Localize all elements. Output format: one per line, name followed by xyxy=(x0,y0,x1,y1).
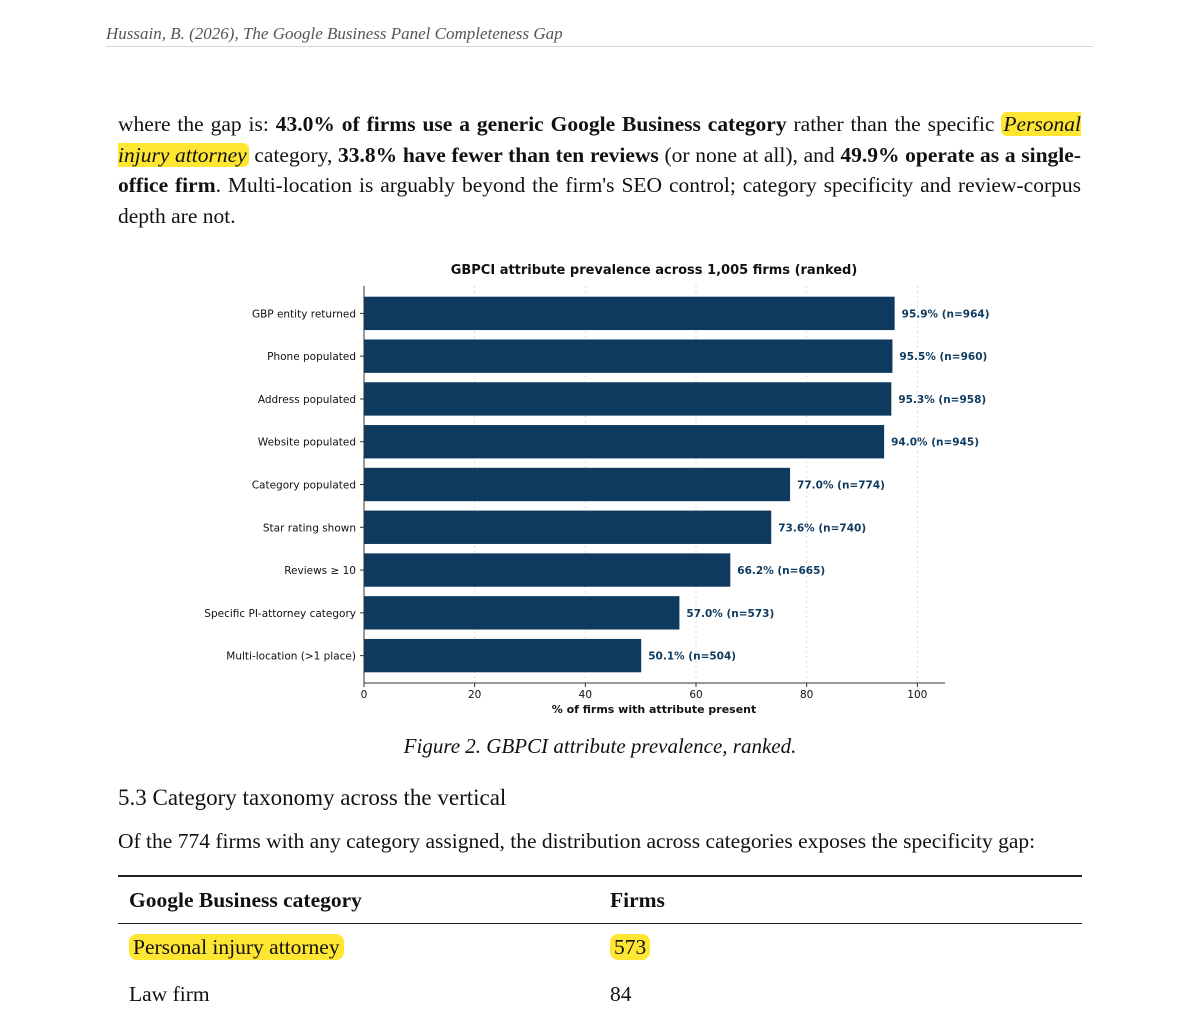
y-tick-label: Category populated xyxy=(251,479,356,492)
intro-paragraph xyxy=(118,109,1081,231)
table-cell-category xyxy=(118,924,599,972)
bar xyxy=(364,297,895,330)
intro-text-1: where the gap is: xyxy=(118,112,276,136)
table-row xyxy=(118,924,1082,972)
section-heading: 5.3 Category taxonomy across the vertical xyxy=(118,785,507,810)
table-header-row xyxy=(118,876,1082,924)
y-tick-label: Phone populated xyxy=(267,351,356,364)
y-tick-label: Address populated xyxy=(257,393,356,406)
header-firms: Firms xyxy=(610,887,665,912)
intro-bold-generic-category: 43.0% of firms use a generic Google Business category xyxy=(275,112,787,136)
chart-title: GBPCI attribute prevalence across 1,005 firms (ranked) xyxy=(450,263,858,278)
x-tick-label: 60 xyxy=(689,689,703,701)
figure-2 xyxy=(198,252,990,722)
bar-value-label: 66.2% (n=665) xyxy=(737,565,826,578)
table-cell-firms xyxy=(599,924,1082,972)
bar-value-label: 94.0% (n=945) xyxy=(891,436,980,449)
table-cell-category: Law firm xyxy=(129,982,210,1006)
x-tick-label: 20 xyxy=(467,689,482,701)
section-text: Of the 774 firms with any category assigned, the distribution across categories exposes the specificity gap: xyxy=(118,829,1036,853)
bar xyxy=(364,425,884,458)
y-tick-label: Multi-location (>1 place) xyxy=(226,650,356,663)
bar-value-label: 95.5% (n=960) xyxy=(899,351,988,364)
intro-text-5: . Multi-location is arguably beyond the firm's SEO control; category specificity and review-corpus depth are not. xyxy=(118,173,1081,228)
intro-text-2: rather than the specific xyxy=(786,112,1002,136)
x-tick-label: 80 xyxy=(799,689,814,701)
bar-value-label: 50.1% (n=504) xyxy=(648,650,737,663)
bar-chart xyxy=(198,252,990,722)
bar xyxy=(364,468,790,501)
bar-value-label: 73.6% (n=740) xyxy=(778,522,867,535)
figure-caption: Figure 2. GBPCI attribute prevalence, ranked. xyxy=(403,734,797,758)
y-tick-label: Specific PI-attorney category xyxy=(204,607,356,620)
table-cell-firms: 84 xyxy=(610,982,632,1006)
intro-bold-single-office: 49.9% operate as a single-office firm xyxy=(118,142,1081,197)
x-axis-title: % of firms with attribute present xyxy=(551,703,757,716)
bar-value-label: 57.0% (n=573) xyxy=(686,607,775,620)
x-tick-label: 100 xyxy=(907,689,928,701)
bar-value-label: 95.3% (n=958) xyxy=(898,393,987,406)
x-tick-label: 40 xyxy=(578,689,593,701)
table-row xyxy=(118,971,1082,1018)
bar xyxy=(364,553,730,586)
intro-bold-reviews: 33.8% have fewer than ten reviews xyxy=(338,142,659,167)
y-tick-label: Website populated xyxy=(257,436,356,449)
y-tick-label: Reviews ≥ 10 xyxy=(284,565,356,578)
header-category: Google Business category xyxy=(129,887,362,912)
bar xyxy=(364,382,891,415)
intro-text-3: category, xyxy=(248,142,339,167)
y-tick-label: GBP entity returned xyxy=(251,308,356,321)
running-header: Hussain, B. (2026), The Google Business Panel Completeness Gap xyxy=(106,24,1093,47)
category-table xyxy=(118,875,1082,1018)
highlighted-cell: 573 xyxy=(610,934,650,960)
x-tick-label: 0 xyxy=(360,689,368,701)
bar xyxy=(364,339,892,372)
intro-text-4: (or none at all), and xyxy=(658,142,841,167)
bar-value-label: 95.9% (n=964) xyxy=(901,308,990,321)
bar-value-label: 77.0% (n=774) xyxy=(797,479,885,492)
y-tick-label: Star rating shown xyxy=(262,522,356,535)
highlighted-term: Personal injury attorney xyxy=(118,112,1082,167)
bar xyxy=(364,511,771,544)
bar xyxy=(364,596,679,629)
highlighted-cell: Personal injury attorney xyxy=(129,934,344,960)
bar xyxy=(364,639,641,672)
